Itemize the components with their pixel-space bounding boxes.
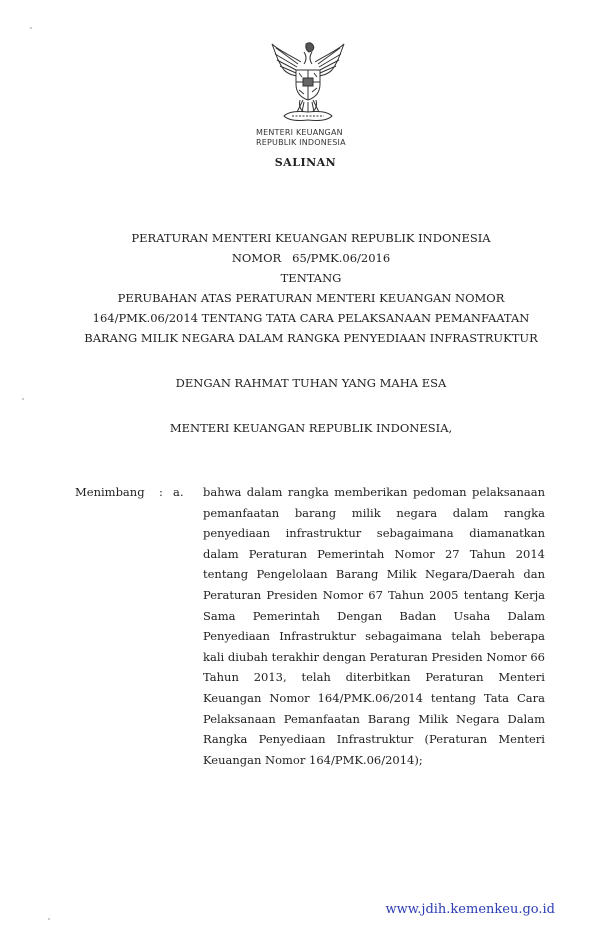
title-line-2: NOMOR 65/PMK.06/2016 [231,251,391,265]
title-line-1: PERATURAN MENTERI KEUANGAN REPUBLIK INDONESIA [131,231,491,245]
consideration-colon: : [159,485,163,499]
garuda-emblem-icon [268,40,348,130]
menteri-line: MENTERI KEUANGAN REPUBLIK INDONESIA, [169,421,453,435]
consideration-label: Menimbang [75,485,145,499]
consideration-marker: a. [173,485,184,499]
ministry-line-2: REPUBLIK INDONESIA [256,138,346,147]
consideration-text: bahwa dalam rangka memberikan pedoman pelaksanaan pemanfaatan barang milik negara dalam rangka penyediaan infrastruktur sebagaimana diamanatkan dalam Peraturan Pemerintah Nomor 27 Tahun 2014 tentang Pengelolaan Barang Milik Negara/Daerah dan Peraturan Presiden Nomor 67 Tahun 2005 tentang Kerja Sama Pemerintah Dengan Badan Usaha Dalam Penyediaan Infrastruktur sebagaimana telah beberapa kali diubah terakhir dengan Peraturan Presiden Nomor 66 Tahun 2013, telah diterbitkan Peraturan Menteri Keuangan Nomor 164/PMK.06/2014 tentang Tata Cara Pelaksanaan Pemanfaatan Barang Milik Negara Dalam Rangka Penyediaan Infrastruktur (Peraturan Menteri Keuangan Nomor 164/PMK.06/2014); [203,485,545,767]
scan-speck [48,918,50,920]
rahmat-line: DENGAN RAHMAT TUHAN YANG MAHA ESA [175,376,447,390]
title-line-4: PERUBAHAN ATAS PERATURAN MENTERI KEUANGAN NOMOR [117,291,505,305]
regulation-title [0,228,611,348]
title-line-5: 164/PMK.06/2014 TENTANG TATA CARA PELAKSANAAN PEMANFAATAN [92,311,530,325]
ministry-label [256,128,366,148]
title-line-3: TENTANG [280,271,342,285]
scan-speck [22,398,24,400]
copy-label: SALINAN [274,156,337,169]
ministry-line-1: MENTERI KEUANGAN [256,128,343,137]
title-line-6: BARANG MILIK NEGARA DALAM RANGKA PENYEDIAAN INFRASTRUKTUR [84,331,538,345]
scan-speck [30,27,32,29]
footer-website-link[interactable]: www.jdih.kemenkeu.go.id [385,902,555,917]
